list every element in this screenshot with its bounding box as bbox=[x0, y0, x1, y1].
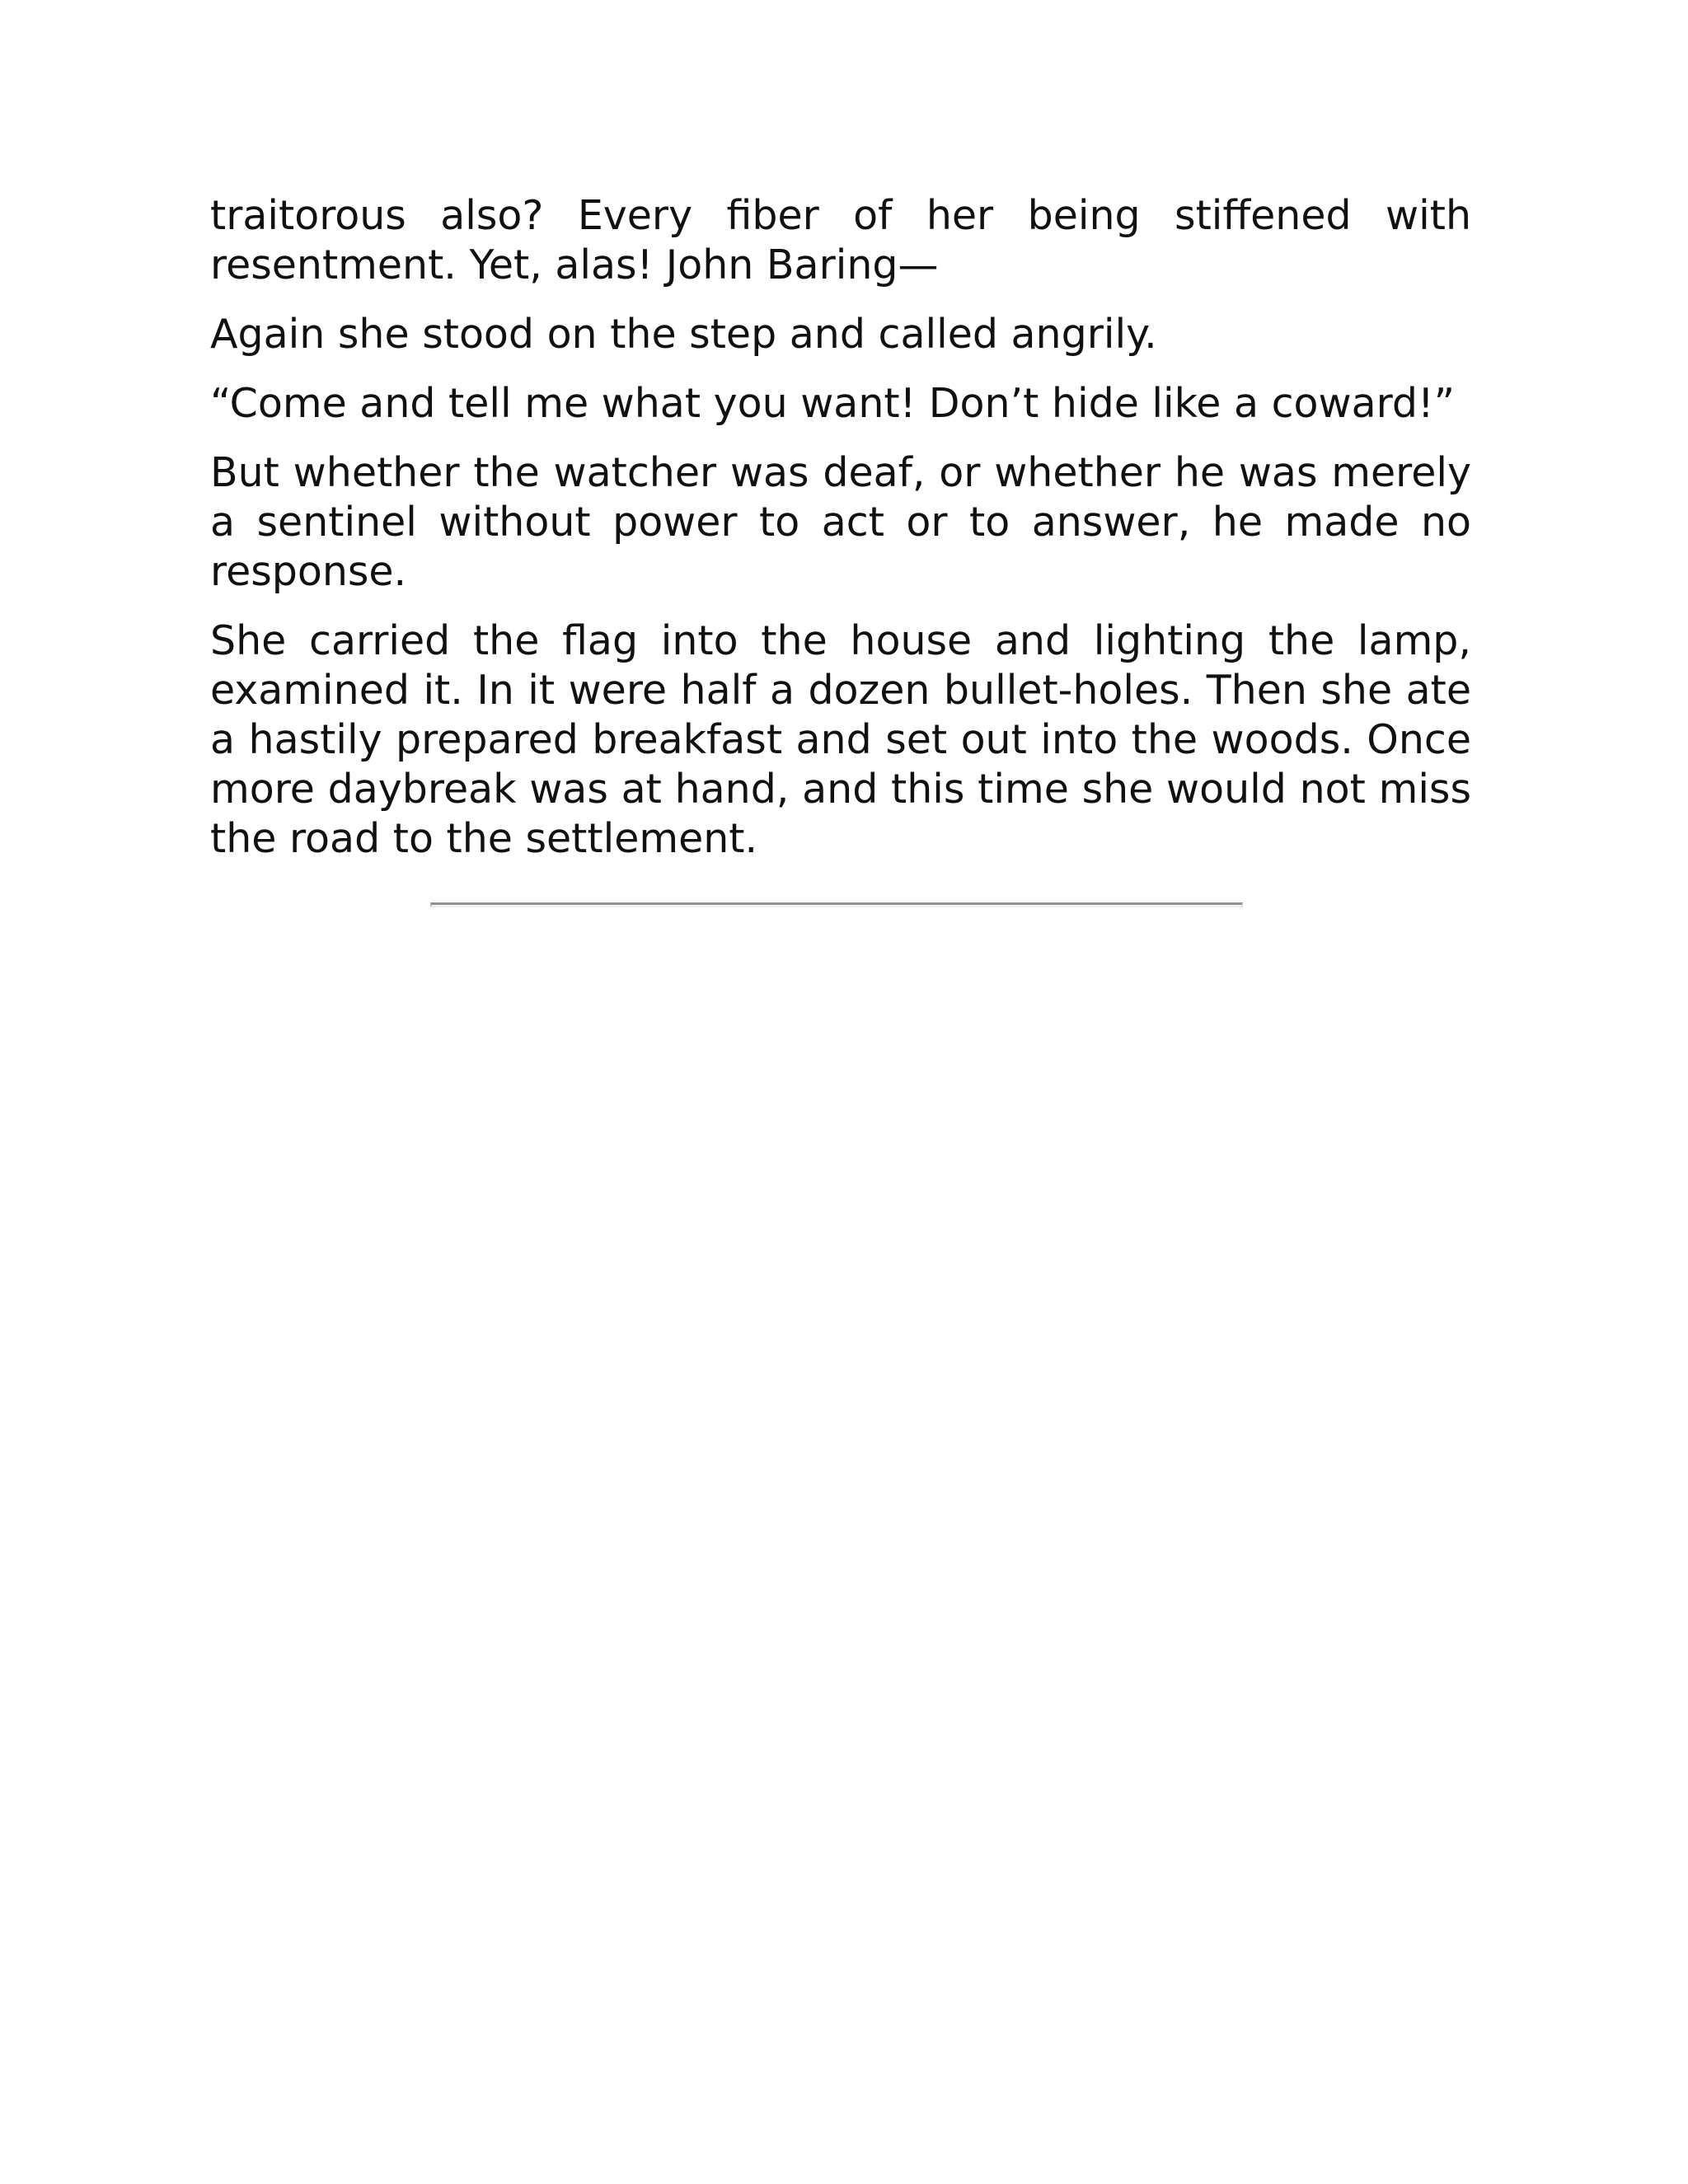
paragraph-1: traitorous also? Every fiber of her being stiffened with resentment. Yet, alas! John Baring— bbox=[210, 192, 1471, 288]
section-divider bbox=[430, 902, 1243, 907]
paragraph-4: But whether the watcher was deaf, or whether he was merely a sentinel without power to act or to answer, he made no response. bbox=[210, 449, 1471, 595]
paragraph-2: Again she stood on the step and called angrily. bbox=[210, 311, 1157, 358]
paragraph-5: She carried the flag into the house and lighting the lamp, examined it. In it were half a dozen bullet-holes. Then she ate a hastily prepared breakfast and set out into the woods. Once more daybreak was at hand, and this time she would not miss the road to the settlement. bbox=[210, 617, 1471, 862]
body-text bbox=[210, 191, 1471, 883]
paragraph-3: “Come and tell me what you want! Don’t hide like a coward!” bbox=[210, 380, 1456, 427]
